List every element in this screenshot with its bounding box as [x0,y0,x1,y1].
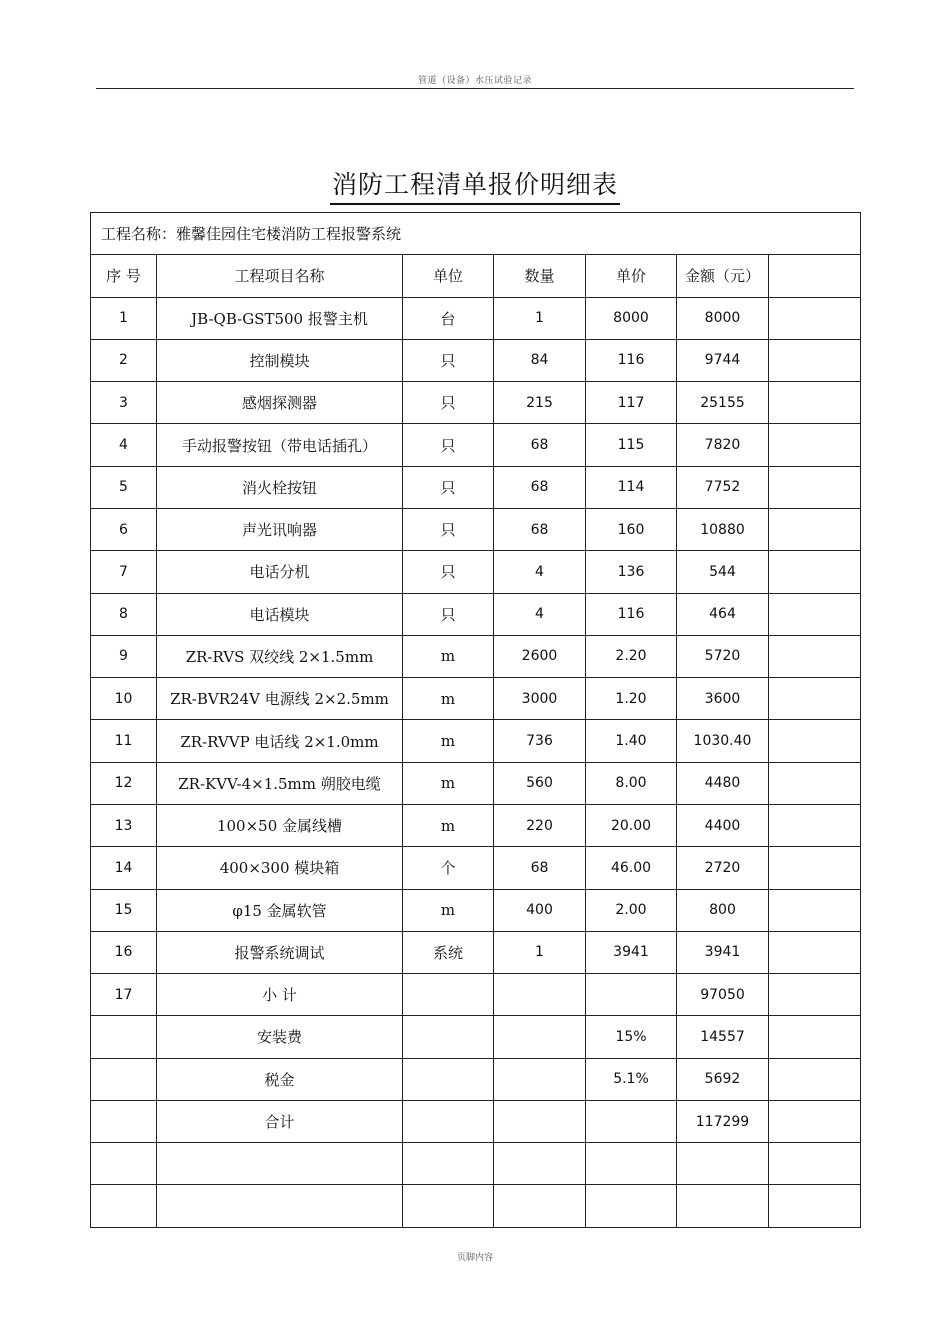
cell-amount: 464 [677,593,769,635]
cell-unit-price [586,1143,677,1185]
cell-index: 17 [91,974,157,1016]
table-row [91,424,861,466]
cell-unit: m [403,762,494,804]
cell-amount: 9744 [677,339,769,381]
project-name-row [91,213,861,255]
cell-unit: 只 [403,339,494,381]
cell-unit-price [586,974,677,1016]
cell-index: 14 [91,847,157,889]
cell-quantity: 3000 [494,678,586,720]
cell-amount [677,1185,769,1228]
cell-unit-price [586,1185,677,1228]
cell-item-name: 手动报警按钮（带电话插孔） [157,424,403,466]
cell-unit [403,1143,494,1185]
cell-item-name: 报警系统调试 [157,931,403,973]
table-row [91,297,861,339]
table-row [91,635,861,677]
cell-index: 11 [91,720,157,762]
cell-amount: 3941 [677,931,769,973]
cell-index: 2 [91,339,157,381]
cell-item-name: 安装费 [157,1016,403,1058]
cell-unit-price [586,1100,677,1142]
cell-amount: 4480 [677,762,769,804]
table-row [91,593,861,635]
cell-quantity [494,1058,586,1100]
cell-index [91,1143,157,1185]
cell-index [91,1100,157,1142]
cell-unit: 只 [403,551,494,593]
header-cell-index: 序 号 [91,255,157,297]
cell-index: 6 [91,508,157,550]
cell-unit-price: 2.20 [586,635,677,677]
cell-amount: 544 [677,551,769,593]
cell-blank [769,424,861,466]
cell-blank [769,1185,861,1228]
cell-amount: 4400 [677,804,769,846]
table-row [91,339,861,381]
cell-unit-price: 1.20 [586,678,677,720]
table-row [91,889,861,931]
header-rule [96,88,854,89]
table-row [91,1185,861,1228]
cell-quantity: 736 [494,720,586,762]
cell-index [91,1058,157,1100]
cell-blank [769,551,861,593]
document-title-wrap [0,165,950,205]
cell-blank [769,297,861,339]
table-row [91,466,861,508]
cell-unit-price: 2.00 [586,889,677,931]
cell-unit-price: 114 [586,466,677,508]
cell-unit: m [403,635,494,677]
cell-unit: 只 [403,382,494,424]
cell-unit: 只 [403,593,494,635]
cell-blank [769,508,861,550]
cell-blank [769,974,861,1016]
quote-table [90,212,861,1228]
cell-quantity: 560 [494,762,586,804]
cell-item-name: 合计 [157,1100,403,1142]
cell-amount: 5692 [677,1058,769,1100]
cell-unit: 系统 [403,931,494,973]
cell-amount: 7752 [677,466,769,508]
cell-unit: 只 [403,508,494,550]
document-title: 消防工程清单报价明细表 [330,165,620,205]
cell-item-name: 100×50 金属线槽 [157,804,403,846]
cell-item-name: 消火栓按钮 [157,466,403,508]
cell-blank [769,593,861,635]
cell-item-name: ZR-KVV-4×1.5mm 朔胶电缆 [157,762,403,804]
cell-quantity: 4 [494,551,586,593]
cell-unit [403,1100,494,1142]
cell-blank [769,1058,861,1100]
cell-index: 3 [91,382,157,424]
cell-blank [769,847,861,889]
cell-item-name: 电话模块 [157,593,403,635]
table-row [91,678,861,720]
cell-item-name: ZR-BVR24V 电源线 2×2.5mm [157,678,403,720]
cell-item-name: ZR-RVS 双绞线 2×1.5mm [157,635,403,677]
header-cell-item-name: 工程项目名称 [157,255,403,297]
cell-quantity [494,1185,586,1228]
cell-unit-price: 115 [586,424,677,466]
cell-quantity: 4 [494,593,586,635]
table-row [91,804,861,846]
cell-quantity: 68 [494,424,586,466]
cell-quantity [494,974,586,1016]
cell-index: 16 [91,931,157,973]
cell-unit: m [403,720,494,762]
cell-item-name: 400×300 模块箱 [157,847,403,889]
cell-blank [769,1100,861,1142]
cell-amount: 5720 [677,635,769,677]
cell-index: 4 [91,424,157,466]
cell-amount: 8000 [677,297,769,339]
cell-blank [769,762,861,804]
table-row [91,1016,861,1058]
cell-amount: 10880 [677,508,769,550]
cell-index: 13 [91,804,157,846]
table-row [91,720,861,762]
cell-unit-price: 5.1% [586,1058,677,1100]
cell-unit-price: 46.00 [586,847,677,889]
cell-unit [403,1016,494,1058]
cell-item-name: 电话分机 [157,551,403,593]
cell-item-name: 声光讯响器 [157,508,403,550]
cell-quantity: 68 [494,508,586,550]
cell-quantity: 84 [494,339,586,381]
cell-amount: 3600 [677,678,769,720]
cell-amount: 97050 [677,974,769,1016]
table-row [91,847,861,889]
cell-item-name: 税金 [157,1058,403,1100]
page-footer: 页脚内容 [456,1253,493,1263]
cell-blank [769,1016,861,1058]
cell-unit: 个 [403,847,494,889]
cell-unit [403,1058,494,1100]
cell-index: 15 [91,889,157,931]
cell-amount [677,1143,769,1185]
cell-item-name [157,1143,403,1185]
cell-blank [769,804,861,846]
cell-quantity [494,1016,586,1058]
cell-item-name: ZR-RVVP 电话线 2×1.0mm [157,720,403,762]
cell-unit-price: 20.00 [586,804,677,846]
cell-item-name [157,1185,403,1228]
cell-unit-price: 136 [586,551,677,593]
cell-index [91,1185,157,1228]
cell-amount: 1030.40 [677,720,769,762]
cell-quantity: 1 [494,931,586,973]
table-row [91,1100,861,1142]
cell-unit-price: 8000 [586,297,677,339]
cell-index: 10 [91,678,157,720]
cell-blank [769,635,861,677]
header-cell-quantity: 数量 [494,255,586,297]
cell-index: 7 [91,551,157,593]
cell-unit-price: 1.40 [586,720,677,762]
cell-blank [769,889,861,931]
cell-amount: 14557 [677,1016,769,1058]
cell-amount: 25155 [677,382,769,424]
cell-index: 9 [91,635,157,677]
cell-blank [769,931,861,973]
cell-item-name: 感烟探测器 [157,382,403,424]
cell-unit: 台 [403,297,494,339]
cell-item-name: JB-QB-GST500 报警主机 [157,297,403,339]
cell-blank [769,466,861,508]
cell-unit-price: 8.00 [586,762,677,804]
cell-blank [769,678,861,720]
table-row [91,551,861,593]
cell-amount: 7820 [677,424,769,466]
header-cell-blank [769,255,861,297]
cell-blank [769,1143,861,1185]
cell-unit: 只 [403,466,494,508]
cell-quantity: 400 [494,889,586,931]
cell-item-name: φ15 金属软管 [157,889,403,931]
cell-quantity: 2600 [494,635,586,677]
table-row [91,974,861,1016]
table-row [91,1058,861,1100]
cell-unit: m [403,889,494,931]
cell-quantity: 220 [494,804,586,846]
cell-quantity: 68 [494,847,586,889]
cell-quantity [494,1100,586,1142]
cell-blank [769,339,861,381]
cell-unit-price: 160 [586,508,677,550]
cell-unit: 只 [403,424,494,466]
cell-index: 12 [91,762,157,804]
table-header-row [91,255,861,297]
cell-unit [403,1185,494,1228]
table-row [91,508,861,550]
cell-amount: 117299 [677,1100,769,1142]
cell-index: 5 [91,466,157,508]
cell-item-name: 控制模块 [157,339,403,381]
cell-unit-price: 116 [586,339,677,381]
cell-unit: m [403,678,494,720]
cell-quantity: 1 [494,297,586,339]
table-row [91,762,861,804]
cell-index [91,1016,157,1058]
cell-unit-price: 117 [586,382,677,424]
header-cell-amount: 金额（元） [677,255,769,297]
table-row [91,1143,861,1185]
cell-index: 1 [91,297,157,339]
cell-unit-price: 3941 [586,931,677,973]
cell-quantity: 215 [494,382,586,424]
cell-unit: m [403,804,494,846]
cell-blank [769,382,861,424]
running-header: 管道（设备）水压试验记录 [417,76,532,86]
header-cell-unit-price: 单价 [586,255,677,297]
cell-amount: 2720 [677,847,769,889]
cell-unit [403,974,494,1016]
cell-quantity [494,1143,586,1185]
header-cell-unit: 单位 [403,255,494,297]
cell-item-name: 小 计 [157,974,403,1016]
cell-unit-price: 15% [586,1016,677,1058]
table-row [91,931,861,973]
cell-blank [769,720,861,762]
cell-index: 8 [91,593,157,635]
cell-unit-price: 116 [586,593,677,635]
table-row [91,382,861,424]
cell-quantity: 68 [494,466,586,508]
project-name-cell: 工程名称：雅馨佳园住宅楼消防工程报警系统 [91,213,861,255]
cell-amount: 800 [677,889,769,931]
